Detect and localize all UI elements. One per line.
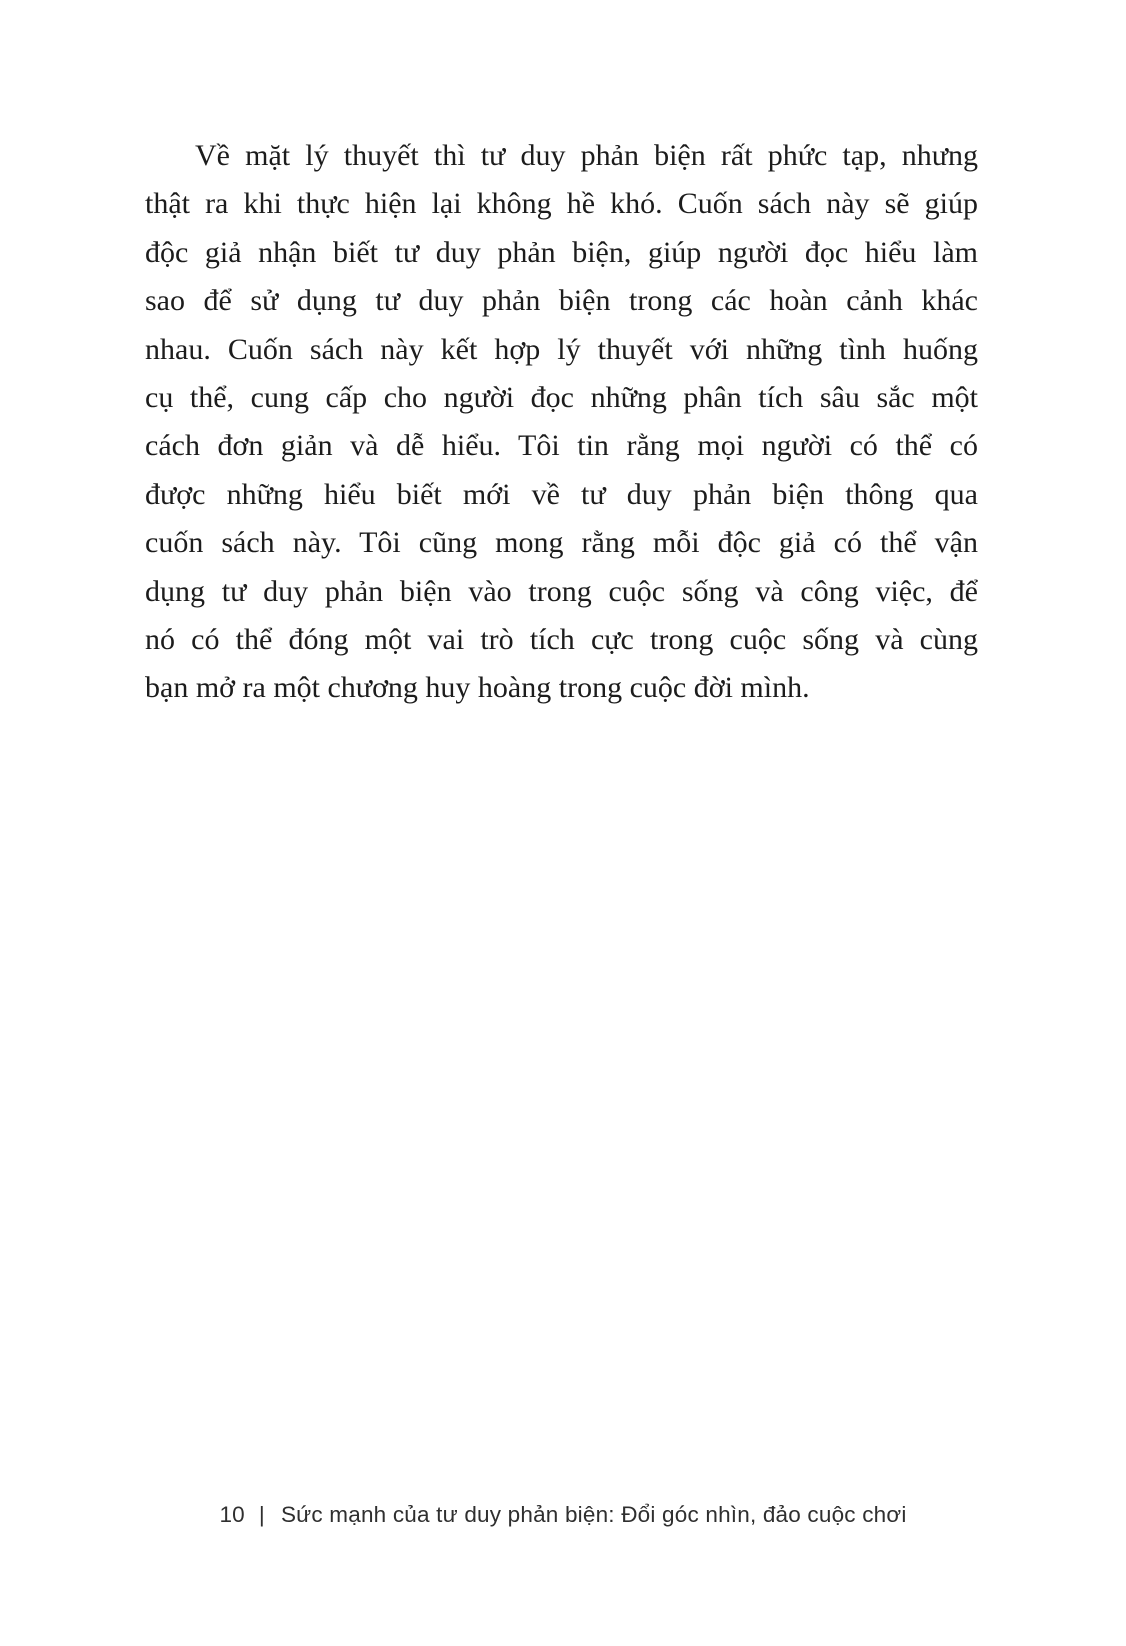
paragraph-line: được những hiểu biết mới về tư duy phản biện thông qua (145, 477, 978, 511)
paragraph-line: dụng tư duy phản biện vào trong cuộc sống và công việc, để (145, 574, 978, 608)
page-footer (0, 1502, 1126, 1528)
paragraph-line: sao để sử dụng tư duy phản biện trong các hoàn cảnh khác (145, 284, 978, 318)
paragraph-line: Về mặt lý thuyết thì tư duy phản biện rất phức tạp, nhưng (195, 139, 978, 172)
paragraph-line: bạn mở ra một chương huy hoàng trong cuộc đời mình. (145, 671, 810, 705)
paragraph-line: thật ra khi thực hiện lại không hề khó. Cuốn sách này sẽ giúp (145, 187, 978, 221)
paragraph-line: nó có thể đóng một vai trò tích cực trong cuộc sống và cùng (145, 622, 978, 656)
footer-book-title: Sức mạnh của tư duy phản biện: Đổi góc nhìn, đảo cuộc chơi (280, 1502, 907, 1527)
paragraph-line: nhau. Cuốn sách này kết hợp lý thuyết với những tình huống (145, 332, 978, 366)
page-number: 10 (219, 1502, 245, 1527)
paragraph-line: cách đơn giản và dễ hiểu. Tôi tin rằng mọi người có thể có (145, 429, 978, 463)
paragraph (145, 132, 978, 713)
footer-separator: | (258, 1502, 265, 1527)
paragraph-line: độc giả nhận biết tư duy phản biện, giúp người đọc hiểu làm (145, 235, 978, 269)
paragraph-line: cuốn sách này. Tôi cũng mong rằng mỗi độc giả có thể vận (145, 526, 978, 560)
paragraph-line: cụ thể, cung cấp cho người đọc những phân tích sâu sắc một (145, 380, 978, 414)
